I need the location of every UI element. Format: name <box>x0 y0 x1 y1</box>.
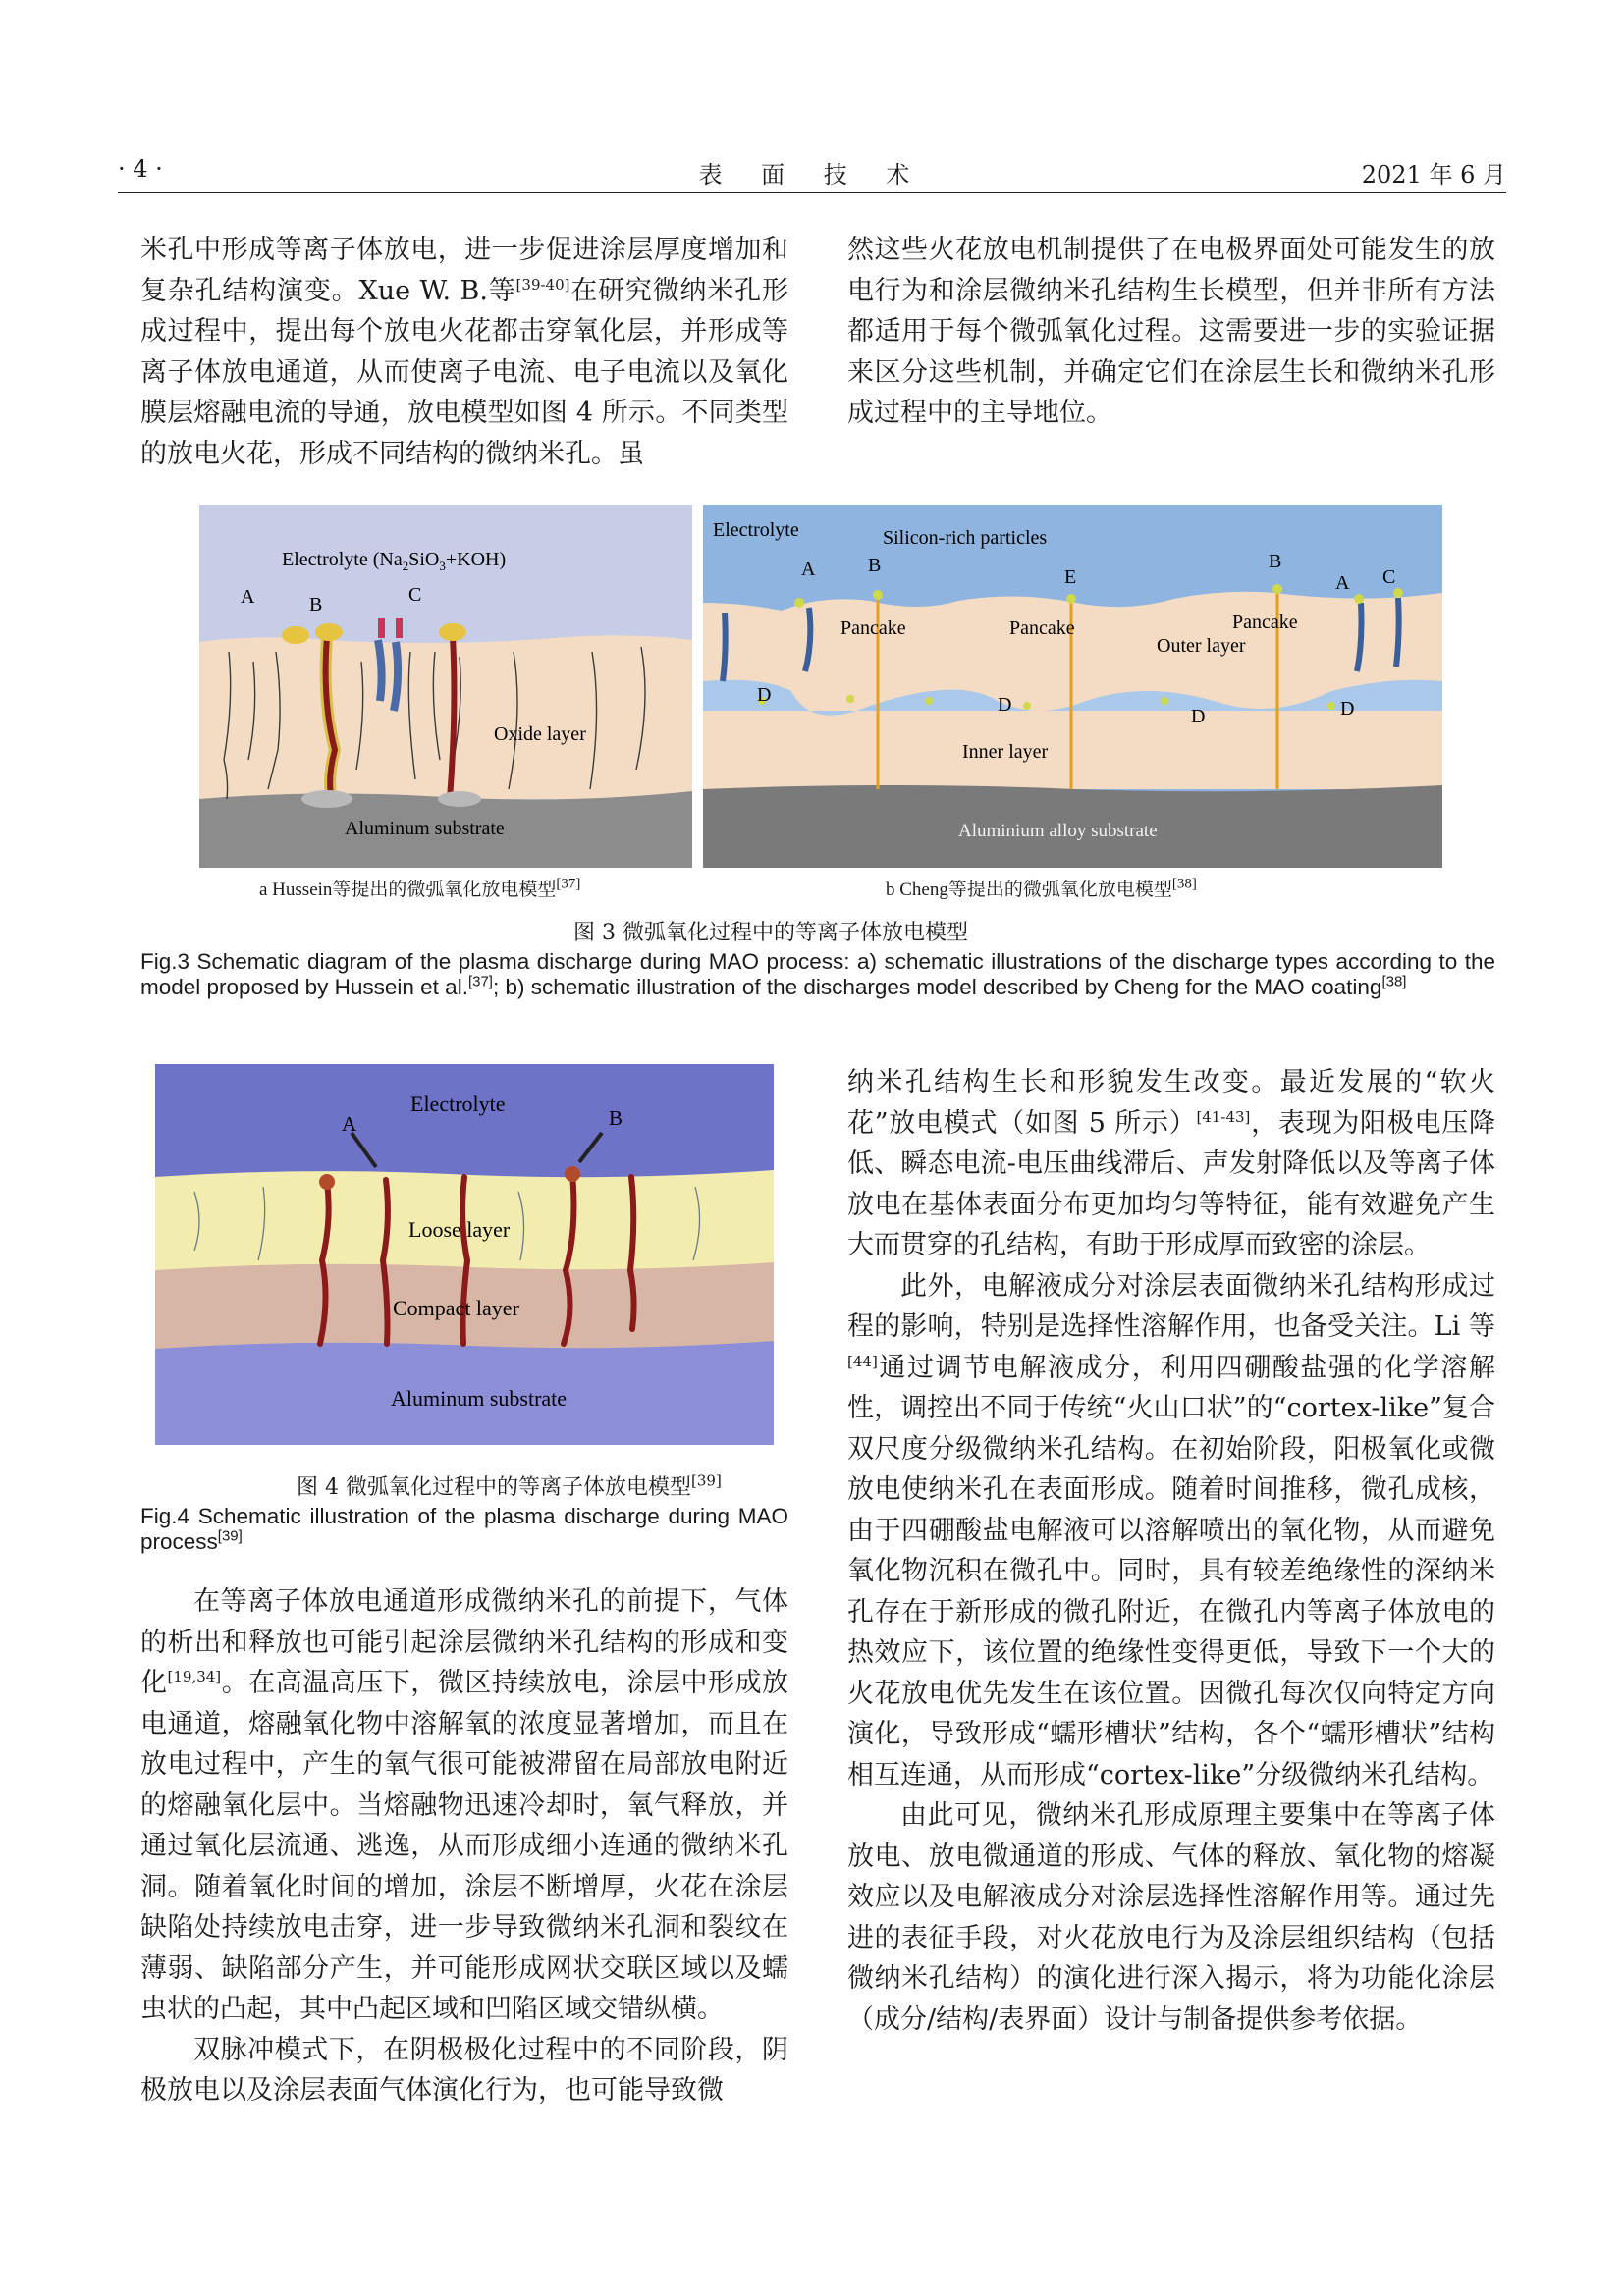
label-b: B <box>868 555 882 576</box>
oxide-layer-region <box>199 635 692 799</box>
body-text-col-d: 在等离子体放电通道形成微纳米孔的前提下，气体的析出和释放也可能引起涂层微纳米孔结构的形成和变化[19,34]。在高温高压下，微区持续放电，涂层中形成放电通道，熔融氧化物中溶解氧的浓度显著增加，而且在放电过程中，产生的氧气很可能被滞留在局部放电附近的熔融氧化层中。当熔融物迅速冷却时，氧气释放，并通过氧化层流通、逃逸，从而形成细小连通的微纳米孔洞。随着氧化时间的增加，涂层不断增厚，火花在涂层缺陷处持续放电击穿，进一步导致微纳米孔洞和裂纹在薄弱、缺陷部分产生，并可能形成网状交联区域以及蠕虫状的凸起，其中凸起区域和凹陷区域交错纵横。 双脉冲模式下，在阴极极化过程中的不同阶段，阴极放电以及涂层表面气体演化行为，也可能导致微 <box>140 1581 788 2111</box>
running-header <box>118 155 1506 194</box>
body-text-col-b <box>847 230 1495 434</box>
label-d: D <box>1191 706 1206 727</box>
label-b: B <box>309 594 323 615</box>
spark-a <box>319 1174 335 1190</box>
outer-layer-label: Outer layer <box>1157 635 1246 657</box>
fig4-caption-cn: 图 4 微弧氧化过程中的等离子体放电模型[39] <box>297 1471 722 1500</box>
col-a-text-2: 在研究微纳米孔形成过程中，提出每个放电火花都击穿氧化层，并形成等离子体放电通道，从而使离子电流、电子电流以及氧化膜层熔融电流的导通，放电模型如图 4 所示。不同类型的放电火花，形成不同结构的微纳米孔。虽 <box>140 275 788 469</box>
figure-3a-svg <box>199 505 692 868</box>
header-rule <box>118 192 1506 193</box>
col-a-text-1: 米孔中形成等离子体放电，进一步促进涂层厚度增加和复杂孔结构演变。Xue W. B.等 <box>140 235 788 306</box>
label-e: E <box>1064 566 1077 588</box>
spark-b <box>565 1166 580 1182</box>
col-c-para-3: 由此可见，微纳米孔形成原理主要集中在等离子体放电、放电微通道的形成、气体的释放、氧化物的熔凝效应以及电解液成分对涂层选择性溶解作用等。通过先进的表征手段，对火花放电行为及涂层组织结构（包括微纳米孔结构）的演化进行深入揭示，将为功能化涂层（成分/结构/表界面）设计与制备提供参考依据。 <box>847 1800 1495 2035</box>
compact-layer-label: Compact layer <box>393 1296 519 1320</box>
fig3a-electrolyte-label: Electrolyte $(Na_2SiO_3+KOH)$ <box>282 549 507 573</box>
inner-layer-label: Inner layer <box>962 741 1049 763</box>
substrate-label: Aluminum substrate <box>391 1386 568 1411</box>
oxide-layer-label: Oxide layer <box>494 723 586 745</box>
label-a-right: A <box>1335 572 1350 594</box>
fig3b-electrolyte-label: Electrolyte <box>713 519 799 541</box>
journal-title: 表 面 技 术 <box>698 161 926 188</box>
channel-c1 <box>378 640 382 701</box>
fig3a-subcaption: a Hussein等提出的微弧氧化放电模型[37] <box>259 876 581 900</box>
pore-base <box>438 791 481 807</box>
citation: [19,34] <box>167 1668 222 1685</box>
loose-layer-label: Loose layer <box>408 1217 511 1242</box>
figure-3a <box>199 505 692 868</box>
col-b-text: 然这些火花放电机制提供了在电极界面处可能发生的放电行为和涂层微纳米孔结构生长模型，但并非所有方法都适用于每个微弧氧化过程。这需要进一步的实验证据来区分这些机制，并确定它们在涂层生长和微纳米孔形成过程中的主导地位。 <box>847 235 1495 428</box>
col-d-para-2: 双脉冲模式下，在阴极极化过程中的不同阶段，阴极放电以及涂层表面气体演化行为，也可能导致微 <box>140 2034 788 2106</box>
label-a: A <box>801 559 816 580</box>
body-text-col-a <box>140 230 788 474</box>
citation: [39-40] <box>515 275 570 294</box>
fig3-caption-cn: 图 3 微弧氧化过程中的等离子体放电模型 <box>573 921 968 945</box>
fig4-caption-en: Fig.4 Schematic illustration of the plasma discharge during MAO process[39] <box>140 1504 788 1554</box>
citation: [44] <box>847 1352 878 1370</box>
issue-date: 2021 年 6 月 <box>1361 161 1506 188</box>
label-d: D <box>1340 698 1355 720</box>
spark-b <box>315 623 343 641</box>
fig3b-subcaption: b Cheng等提出的微弧氧化放电模型[38] <box>886 876 1197 900</box>
pore-base <box>301 790 352 808</box>
spark-a1 <box>282 626 309 644</box>
page-number: · 4 · <box>118 155 163 183</box>
label-d: D <box>998 694 1012 716</box>
substrate-label: Aluminum substrate <box>345 818 505 839</box>
label-a: A <box>241 586 255 608</box>
figure-4 <box>155 1064 774 1445</box>
figure-3b <box>703 505 1442 868</box>
label-a: A <box>342 1112 357 1136</box>
label-c: C <box>408 584 422 606</box>
pancake-label: Pancake <box>1232 612 1298 633</box>
substrate-label: Aluminium alloy substrate <box>958 821 1158 841</box>
figure-3b-svg <box>703 505 1442 868</box>
silicon-rich-label: Silicon-rich particles <box>883 527 1048 549</box>
spark-c1 <box>378 618 385 638</box>
figure-4-svg <box>155 1064 774 1445</box>
label-c: C <box>1382 566 1396 588</box>
label-b-right: B <box>1269 551 1282 572</box>
label-d: D <box>757 684 772 706</box>
pancake-label: Pancake <box>840 617 906 639</box>
spark-d <box>439 623 466 641</box>
channel-c2 <box>394 642 398 711</box>
label-b: B <box>609 1106 623 1130</box>
citation: [41-43] <box>1196 1107 1251 1126</box>
body-text-col-c: 纳米孔结构生长和形貌发生改变。最近发展的“软火花”放电模式（如图 5 所示）[41-43]，表现为阳极电压降低、瞬态电流-电压曲线滞后、声发射降低以及等离子体放电在基体表面分布更加均匀等特征，能有效避免产生大而贯穿的孔结构，有助于形成厚而致密的涂层。 此外，电解液成分对涂层表面微纳米孔结构形成过程的影响，特别是选择性溶解作用，也备受关注。Li 等[44]通过调节电解液成分，利用四硼酸盐强的化学溶解性，调控出不同于传统“火山口状”的“cortex-like”复合双尺度分级微纳米孔结构。在初始阶段，阳极氧化或微放电使纳米孔在表面形成。随着时间推移，微孔成核，由于四硼酸盐电解液可以溶解喷出的氧化物，从而避免氧化物沉积在微孔中。同时，具有较差绝缘性的深纳米孔存在于新形成的微孔附近，在微孔内等离子体放电的热效应下，该位置的绝缘性变得更低，导致下一个大的火花放电优先发生在该位置。因微孔每次仅向特定方向演化，导致形成“蠕形槽状”结构，各个“蠕形槽状”结构相互连通，从而形成“cortex-like”分级微纳米孔结构。 由此可见，微纳米孔形成原理主要集中在等离子体放电、放电微通道的形成、气体的释放、氧化物的熔凝效应以及电解液成分对涂层选择性溶解作用等。通过先进的表征手段，对火花放电行为及涂层组织结构（包括微纳米孔结构）的演化进行深入揭示，将为功能化涂层（成分/结构/表界面）设计与制备提供参考依据。 <box>847 1062 1495 2040</box>
pancake-label: Pancake <box>1009 617 1075 639</box>
electrolyte-label: Electrolyte <box>410 1092 506 1116</box>
fig3-caption-en: Fig.3 Schematic diagram of the plasma discharge during MAO process: a) schematic illustrations of the discharge types according to the model proposed by Hussein et al.[37]; b) schematic illustration of the discharges model described by Cheng for the MAO coating[38] <box>140 949 1495 999</box>
spark-c2 <box>396 618 403 638</box>
